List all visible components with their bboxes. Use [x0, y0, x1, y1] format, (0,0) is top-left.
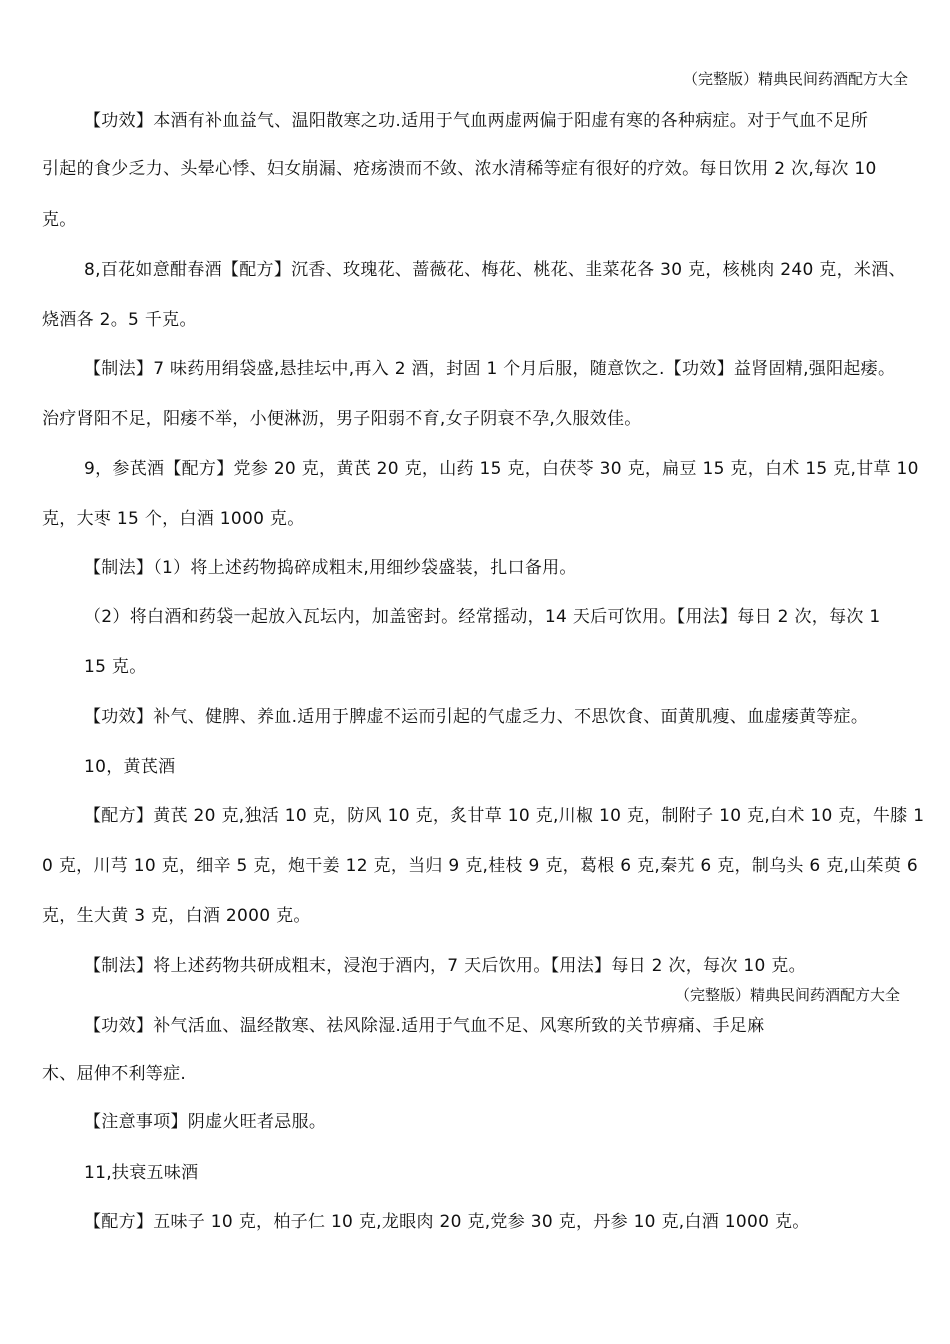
text-line: 【配方】五味子 10 克，柏子仁 10 克,龙眼肉 20 克,党参 30 克，丹参 10 克,白酒 1000 克。: [84, 1212, 810, 1232]
text-line: 【配方】黄芪 20 克,独活 10 克，防风 10 克，炙甘草 10 克,川椒 10 克，制附子 10 克,白术 10 克，牛膝 1: [84, 806, 925, 826]
text-line: 治疗肾阳不足，阳痿不举，小便淋沥，男子阳弱不育,女子阴衰不孕,久服效佳。: [42, 409, 642, 429]
text-line: 【注意事项】阴虚火旺者忌服。: [84, 1112, 327, 1132]
text-line: 0 克，川芎 10 克，细辛 5 克，炮干姜 12 克，当归 9 克,桂枝 9 克，葛根 6 克,秦艽 6 克，制乌头 6 克,山茱萸 6: [42, 856, 918, 876]
text-line: 【制法】7 味药用绢袋盛,悬挂坛中,再入 2 酒，封固 1 个月后服，随意饮之.【功效】益肾固精,强阳起痿。: [84, 359, 896, 379]
text-line: 引起的食少乏力、头晕心悸、妇女崩漏、疮疡溃而不敛、浓水清稀等症有很好的疗效。每日饮用 2 次,每次 10: [42, 159, 877, 179]
text-line: 烧酒各 2。5 千克。: [42, 310, 197, 330]
text-line: 【功效】补气活血、温经散寒、祛风除湿.适用于气血不足、风寒所致的关节痹痛、手足麻: [84, 1016, 765, 1036]
text-line: 15 克。: [84, 657, 147, 677]
text-line: 【功效】本酒有补血益气、温阳散寒之功.适用于气血两虚两偏于阳虚有寒的各种病症。对于气血不足所: [84, 111, 869, 131]
text-line: 8,百花如意酣春酒【配方】沉香、玫瑰花、蔷薇花、梅花、桃花、韭菜花各 30 克，核桃肉 240 克，米酒、: [84, 260, 906, 280]
text-line: 克，大枣 15 个，白酒 1000 克。: [42, 509, 305, 529]
text-line: 10，黄芪酒: [84, 757, 176, 777]
text-line: 克，生大黄 3 克，白酒 2000 克。: [42, 906, 311, 926]
text-line: 克。: [42, 210, 77, 230]
page-header-repeat: （完整版）精典民间药酒配方大全: [675, 986, 901, 1004]
text-line: 9，参芪酒【配方】党参 20 克，黄芪 20 克，山药 15 克，白茯苓 30 克，扁豆 15 克，白术 15 克,甘草 10: [84, 459, 919, 479]
text-line: 【制法】（1）将上述药物捣碎成粗末,用细纱袋盛装，扎口备用。: [84, 558, 577, 578]
text-line: （2）将白酒和药袋一起放入瓦坛内，加盖密封。经常摇动，14 天后可饮用。【用法】每日 2 次，每次 1: [84, 607, 881, 627]
text-line: 【制法】将上述药物共研成粗末，浸泡于酒内，7 天后饮用。【用法】每日 2 次，每次 10 克。: [84, 956, 806, 976]
text-line: 11,扶衰五味酒: [84, 1163, 199, 1183]
text-line: 【功效】补气、健脾、养血.适用于脾虚不运而引起的气虚乏力、不思饮食、面黄肌瘦、血虚痿黄等症。: [84, 707, 869, 727]
text-line: 木、屈伸不利等症.: [42, 1064, 187, 1084]
page-header: （完整版）精典民间药酒配方大全: [683, 70, 909, 88]
